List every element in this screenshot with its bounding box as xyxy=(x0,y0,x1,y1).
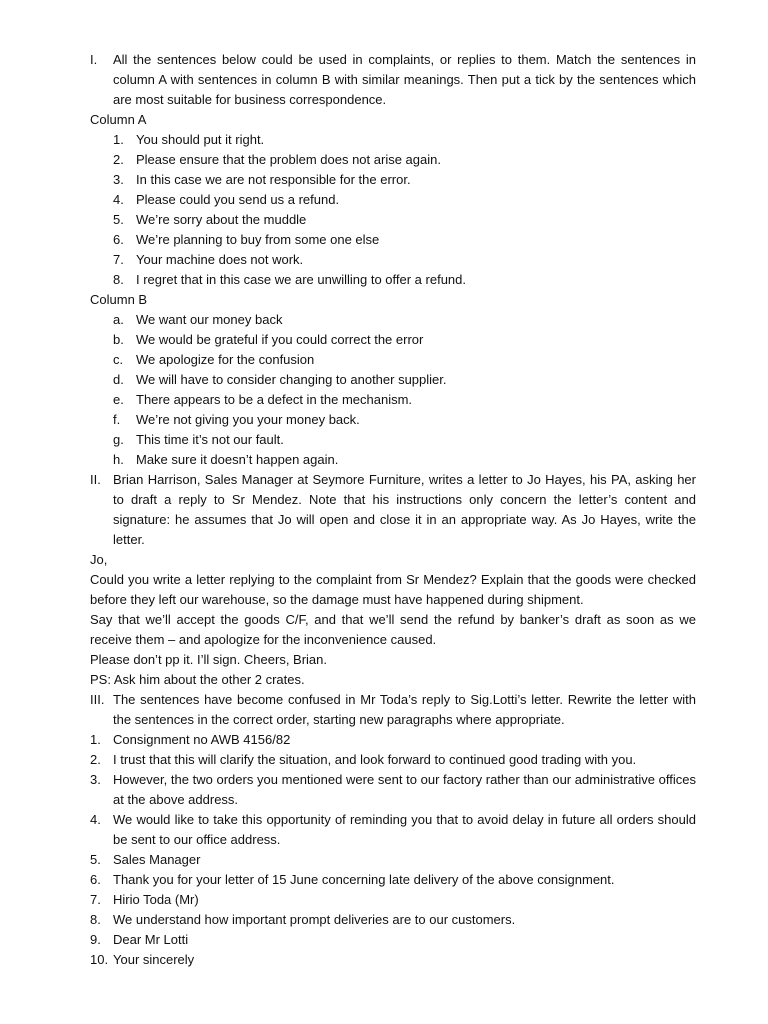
list-item xyxy=(90,950,696,970)
list-item xyxy=(90,350,696,370)
list-item xyxy=(90,410,696,430)
section-3-instruction xyxy=(90,690,696,730)
list-item xyxy=(90,170,696,190)
column-a-heading: Column A xyxy=(90,112,147,127)
item-text: However, the two orders you mentioned were sent to our factory rather than our administrative offices at the above address. xyxy=(113,772,696,807)
list-item xyxy=(90,890,696,910)
item-marker: 8. xyxy=(90,912,101,927)
item-marker: 3. xyxy=(90,772,101,787)
item-marker: 7. xyxy=(90,892,101,907)
list-item xyxy=(90,310,696,330)
instruction-text: The sentences have become confused in Mr Toda’s reply to Sig.Lotti’s letter. Rewrite the letter with the sentences in the correct order, starting new paragraphs where appropriate. xyxy=(113,692,696,727)
memo-paragraph: Please don’t pp it. I’ll sign. Cheers, Brian. xyxy=(90,652,328,667)
item-text: Hirio Toda (Mr) xyxy=(113,892,199,907)
item-marker: 4. xyxy=(90,812,101,827)
item-marker: 8. xyxy=(113,272,124,287)
document-body xyxy=(90,50,696,970)
item-text: I trust that this will clarify the situation, and look forward to continued good trading with you. xyxy=(113,752,637,767)
item-marker: 2. xyxy=(113,152,124,167)
item-text: We will have to consider changing to another supplier. xyxy=(136,372,447,387)
item-text: Dear Mr Lotti xyxy=(113,932,189,947)
item-text: We would be grateful if you could correct the error xyxy=(136,332,424,347)
list-item xyxy=(90,770,696,810)
list-item xyxy=(90,210,696,230)
section-marker: III. xyxy=(90,692,105,707)
list-item xyxy=(90,870,696,890)
item-marker: 9. xyxy=(90,932,101,947)
instruction-text: Brian Harrison, Sales Manager at Seymore Furniture, writes a letter to Jo Hayes, his PA, asking her to draft a reply to Sr Mendez. Note that his instructions only concern the letter’s content and signature: he assumes that Jo will open and close it in an appropriate way. As Jo Hayes, write the letter. xyxy=(113,472,696,547)
column-b-list xyxy=(90,310,696,470)
item-text: You should put it right. xyxy=(136,132,265,147)
list-item xyxy=(90,730,696,750)
list-item xyxy=(90,250,696,270)
item-text: Thank you for your letter of 15 June concerning late delivery of the above consignment. xyxy=(113,872,615,887)
item-text: We would like to take this opportunity of reminding you that to avoid delay in future all orders should be sent to our office address. xyxy=(113,812,696,847)
memo-note xyxy=(90,550,696,690)
jumbled-sentences-list xyxy=(90,730,696,970)
list-item xyxy=(90,230,696,250)
item-text: We’re not giving you your money back. xyxy=(136,412,360,427)
list-item xyxy=(90,270,696,290)
item-text: Please ensure that the problem does not arise again. xyxy=(136,152,441,167)
item-marker: 6. xyxy=(113,232,124,247)
list-item xyxy=(90,150,696,170)
list-item xyxy=(90,910,696,930)
item-marker: 3. xyxy=(113,172,124,187)
item-marker: b. xyxy=(113,332,124,347)
list-item xyxy=(90,430,696,450)
list-item xyxy=(90,850,696,870)
section-marker: I. xyxy=(90,52,98,67)
item-marker: e. xyxy=(113,392,124,407)
item-text: I regret that in this case we are unwilling to offer a refund. xyxy=(136,272,466,287)
item-marker: g. xyxy=(113,432,124,447)
item-text: Your machine does not work. xyxy=(136,252,304,267)
item-marker: h. xyxy=(113,452,124,467)
list-item xyxy=(90,930,696,950)
memo-postscript: PS: Ask him about the other 2 crates. xyxy=(90,672,305,687)
list-item xyxy=(90,450,696,470)
item-marker: 10. xyxy=(90,952,109,967)
memo-paragraph: Could you write a letter replying to the complaint from Sr Mendez? Explain that the goods were checked before they left our warehouse, so the damage must have happened during shipment. xyxy=(90,572,696,607)
list-item xyxy=(90,330,696,350)
column-a-list xyxy=(90,130,696,290)
item-text: Please could you send us a refund. xyxy=(136,192,340,207)
item-marker: 5. xyxy=(90,852,101,867)
list-item xyxy=(90,810,696,850)
item-marker: a. xyxy=(113,312,124,327)
item-marker: 1. xyxy=(113,132,124,147)
memo-salutation: Jo, xyxy=(90,552,108,567)
item-text: Sales Manager xyxy=(113,852,201,867)
item-marker: 2. xyxy=(90,752,101,767)
list-item xyxy=(90,750,696,770)
list-item xyxy=(90,130,696,150)
item-text: Your sincerely xyxy=(113,952,195,967)
item-marker: f. xyxy=(113,412,121,427)
item-marker: 6. xyxy=(90,872,101,887)
item-marker: d. xyxy=(113,372,124,387)
memo-paragraph: Say that we’ll accept the goods C/F, and that we’ll send the refund by banker’s draft as soon as we receive them – and apologize for the inconvenience caused. xyxy=(90,612,696,647)
column-b-heading: Column B xyxy=(90,292,148,307)
item-marker: 4. xyxy=(113,192,124,207)
item-text: We apologize for the confusion xyxy=(136,352,315,367)
item-text: Consignment no AWB 4156/82 xyxy=(113,732,291,747)
item-text: We understand how important prompt deliveries are to our customers. xyxy=(113,912,516,927)
item-text: In this case we are not responsible for the error. xyxy=(136,172,411,187)
item-text: We’re planning to buy from some one else xyxy=(136,232,380,247)
list-item xyxy=(90,370,696,390)
instruction-text: All the sentences below could be used in complaints, or replies to them. Match the sentences in column A with sentences in column B with similar meanings. Then put a tick by the sentences which are most suitable for business correspondence. xyxy=(113,52,696,107)
item-text: We’re sorry about the muddle xyxy=(136,212,307,227)
item-text: Make sure it doesn’t happen again. xyxy=(136,452,339,467)
item-marker: 7. xyxy=(113,252,124,267)
item-marker: c. xyxy=(113,352,124,367)
item-text: There appears to be a defect in the mechanism. xyxy=(136,392,413,407)
section-marker: II. xyxy=(90,472,101,487)
item-text: We want our money back xyxy=(136,312,283,327)
section-1-instruction xyxy=(90,50,696,110)
item-text: This time it’s not our fault. xyxy=(136,432,284,447)
list-item xyxy=(90,390,696,410)
item-marker: 5. xyxy=(113,212,124,227)
list-item xyxy=(90,190,696,210)
item-marker: 1. xyxy=(90,732,101,747)
section-2-instruction xyxy=(90,470,696,550)
